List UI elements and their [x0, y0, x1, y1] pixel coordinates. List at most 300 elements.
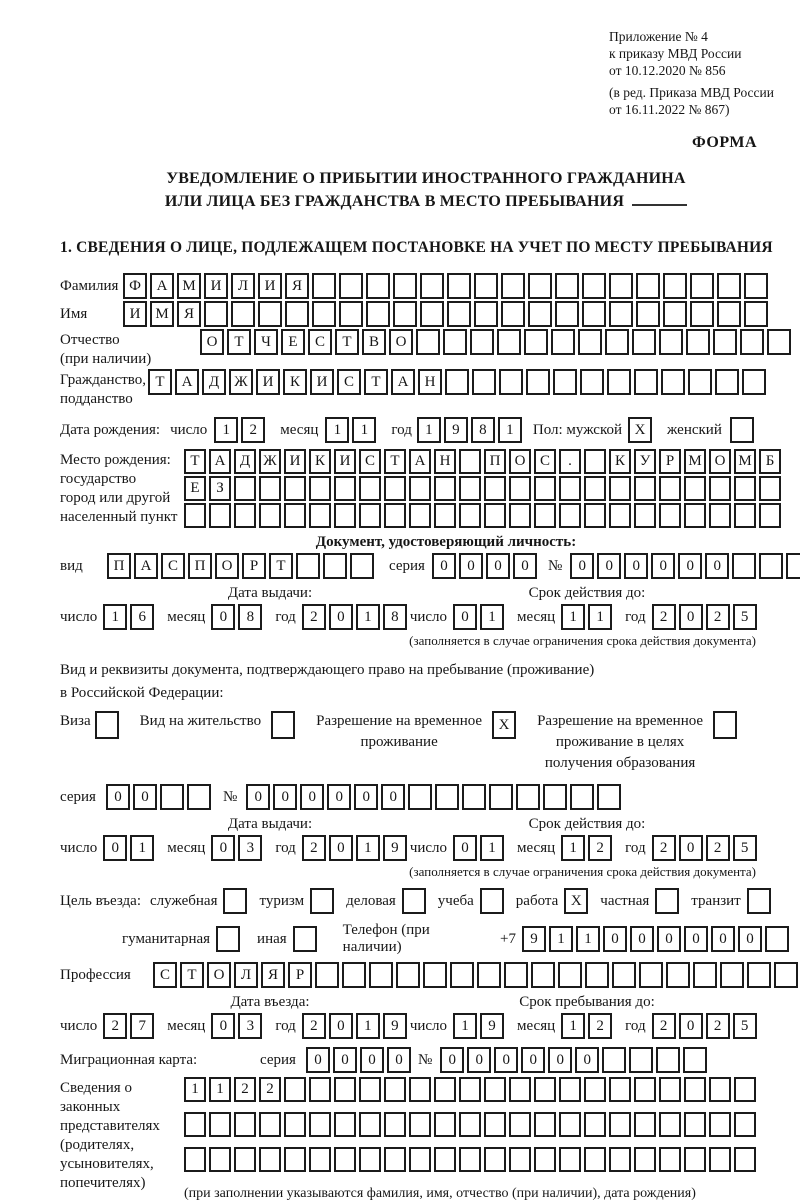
char-cell[interactable]: [434, 476, 456, 501]
char-cell[interactable]: 0: [575, 1047, 599, 1073]
char-cell[interactable]: [607, 369, 631, 395]
char-cell[interactable]: А: [409, 449, 431, 474]
char-cell[interactable]: [683, 1047, 707, 1073]
temp-residence-checkbox[interactable]: X: [492, 711, 516, 739]
char-cell[interactable]: [501, 273, 525, 299]
char-cell[interactable]: 9: [383, 835, 407, 861]
char-cell[interactable]: [767, 329, 791, 355]
char-cell[interactable]: [597, 784, 621, 810]
char-cell[interactable]: 2: [706, 835, 730, 861]
char-cell[interactable]: 2: [302, 835, 326, 861]
humanitarian-checkbox[interactable]: [216, 926, 240, 952]
char-cell[interactable]: И: [334, 449, 356, 474]
char-cell[interactable]: [744, 301, 768, 327]
char-cell[interactable]: [396, 962, 420, 988]
char-cell[interactable]: Т: [180, 962, 204, 988]
char-cell[interactable]: [584, 449, 606, 474]
char-cell[interactable]: 0: [738, 926, 762, 952]
char-cell[interactable]: [334, 1112, 356, 1137]
char-cell[interactable]: [474, 301, 498, 327]
char-cell[interactable]: Б: [759, 449, 781, 474]
char-cell[interactable]: [634, 503, 656, 528]
char-cell[interactable]: С: [337, 369, 361, 395]
char-cell[interactable]: М: [684, 449, 706, 474]
char-cell[interactable]: 8: [471, 417, 495, 443]
char-cell[interactable]: [602, 1047, 626, 1073]
char-cell[interactable]: 1: [480, 604, 504, 630]
char-cell[interactable]: А: [391, 369, 415, 395]
char-cell[interactable]: [443, 329, 467, 355]
char-cell[interactable]: [558, 962, 582, 988]
char-cell[interactable]: [605, 329, 629, 355]
char-cell[interactable]: [609, 1147, 631, 1172]
char-cell[interactable]: 0: [679, 835, 703, 861]
char-cell[interactable]: [393, 301, 417, 327]
char-cell[interactable]: 0: [211, 835, 235, 861]
char-cell[interactable]: [484, 1077, 506, 1102]
char-cell[interactable]: [474, 273, 498, 299]
char-cell[interactable]: [184, 1147, 206, 1172]
char-cell[interactable]: З: [209, 476, 231, 501]
char-cell[interactable]: [609, 476, 631, 501]
char-cell[interactable]: 2: [706, 1013, 730, 1039]
char-cell[interactable]: И: [258, 273, 282, 299]
char-cell[interactable]: 0: [459, 553, 483, 579]
visa-checkbox[interactable]: [95, 711, 119, 739]
char-cell[interactable]: [284, 1112, 306, 1137]
char-cell[interactable]: Л: [231, 273, 255, 299]
char-cell[interactable]: [259, 503, 281, 528]
char-cell[interactable]: [447, 301, 471, 327]
char-cell[interactable]: [656, 1047, 680, 1073]
char-cell[interactable]: [744, 273, 768, 299]
char-cell[interactable]: [484, 503, 506, 528]
char-cell[interactable]: [459, 1077, 481, 1102]
char-cell[interactable]: [634, 1112, 656, 1137]
char-cell[interactable]: [742, 369, 766, 395]
char-cell[interactable]: 0: [657, 926, 681, 952]
char-cell[interactable]: [693, 962, 717, 988]
char-cell[interactable]: [459, 1147, 481, 1172]
char-cell[interactable]: 0: [211, 1013, 235, 1039]
char-cell[interactable]: [709, 1077, 731, 1102]
char-cell[interactable]: [585, 962, 609, 988]
char-cell[interactable]: [384, 1147, 406, 1172]
char-cell[interactable]: [634, 369, 658, 395]
char-cell[interactable]: [434, 1077, 456, 1102]
char-cell[interactable]: 0: [494, 1047, 518, 1073]
char-cell[interactable]: 0: [679, 1013, 703, 1039]
char-cell[interactable]: [688, 369, 712, 395]
char-cell[interactable]: [666, 962, 690, 988]
char-cell[interactable]: [359, 1112, 381, 1137]
char-cell[interactable]: [609, 1112, 631, 1137]
char-cell[interactable]: [634, 1147, 656, 1172]
char-cell[interactable]: 5: [733, 835, 757, 861]
char-cell[interactable]: [258, 301, 282, 327]
char-cell[interactable]: 0: [678, 553, 702, 579]
char-cell[interactable]: 0: [329, 835, 353, 861]
char-cell[interactable]: 5: [733, 1013, 757, 1039]
char-cell[interactable]: [732, 553, 756, 579]
char-cell[interactable]: [786, 553, 800, 579]
char-cell[interactable]: [477, 962, 501, 988]
char-cell[interactable]: 1: [356, 1013, 380, 1039]
char-cell[interactable]: 0: [106, 784, 130, 810]
char-cell[interactable]: 1: [356, 835, 380, 861]
char-cell[interactable]: [184, 503, 206, 528]
char-cell[interactable]: 1: [417, 417, 441, 443]
char-cell[interactable]: [551, 329, 575, 355]
char-cell[interactable]: 1: [130, 835, 154, 861]
char-cell[interactable]: Ф: [123, 273, 147, 299]
char-cell[interactable]: [661, 369, 685, 395]
char-cell[interactable]: [659, 329, 683, 355]
char-cell[interactable]: И: [204, 273, 228, 299]
char-cell[interactable]: 1: [588, 604, 612, 630]
char-cell[interactable]: М: [177, 273, 201, 299]
char-cell[interactable]: [420, 273, 444, 299]
char-cell[interactable]: [509, 476, 531, 501]
char-cell[interactable]: [686, 329, 710, 355]
sex-male-checkbox[interactable]: X: [628, 417, 652, 443]
char-cell[interactable]: [309, 1147, 331, 1172]
char-cell[interactable]: [462, 784, 486, 810]
char-cell[interactable]: [555, 273, 579, 299]
char-cell[interactable]: [184, 1112, 206, 1137]
char-cell[interactable]: [484, 476, 506, 501]
char-cell[interactable]: Р: [659, 449, 681, 474]
char-cell[interactable]: 9: [444, 417, 468, 443]
char-cell[interactable]: Я: [177, 301, 201, 327]
char-cell[interactable]: [509, 503, 531, 528]
char-cell[interactable]: [334, 503, 356, 528]
char-cell[interactable]: [759, 503, 781, 528]
char-cell[interactable]: 2: [259, 1077, 281, 1102]
char-cell[interactable]: Т: [227, 329, 251, 355]
residence-permit-checkbox[interactable]: [271, 711, 295, 739]
char-cell[interactable]: Т: [335, 329, 359, 355]
other-checkbox[interactable]: [293, 926, 317, 952]
char-cell[interactable]: [450, 962, 474, 988]
char-cell[interactable]: [715, 369, 739, 395]
char-cell[interactable]: [309, 1077, 331, 1102]
char-cell[interactable]: [393, 273, 417, 299]
char-cell[interactable]: 0: [273, 784, 297, 810]
char-cell[interactable]: 5: [733, 604, 757, 630]
char-cell[interactable]: 0: [467, 1047, 491, 1073]
char-cell[interactable]: [459, 449, 481, 474]
transit-checkbox[interactable]: [747, 888, 771, 914]
char-cell[interactable]: [659, 476, 681, 501]
char-cell[interactable]: [309, 503, 331, 528]
char-cell[interactable]: С: [153, 962, 177, 988]
char-cell[interactable]: [384, 476, 406, 501]
char-cell[interactable]: [484, 1147, 506, 1172]
char-cell[interactable]: [334, 1077, 356, 1102]
char-cell[interactable]: 0: [329, 604, 353, 630]
char-cell[interactable]: [408, 784, 432, 810]
char-cell[interactable]: 0: [711, 926, 735, 952]
char-cell[interactable]: [659, 1112, 681, 1137]
char-cell[interactable]: Н: [418, 369, 442, 395]
char-cell[interactable]: 0: [360, 1047, 384, 1073]
char-cell[interactable]: [369, 962, 393, 988]
sex-female-checkbox[interactable]: [730, 417, 754, 443]
char-cell[interactable]: [663, 273, 687, 299]
char-cell[interactable]: [342, 962, 366, 988]
char-cell[interactable]: 3: [238, 835, 262, 861]
char-cell[interactable]: [434, 503, 456, 528]
char-cell[interactable]: О: [509, 449, 531, 474]
char-cell[interactable]: [384, 503, 406, 528]
char-cell[interactable]: К: [283, 369, 307, 395]
work-checkbox[interactable]: X: [564, 888, 588, 914]
char-cell[interactable]: [570, 784, 594, 810]
char-cell[interactable]: [334, 476, 356, 501]
char-cell[interactable]: Р: [242, 553, 266, 579]
char-cell[interactable]: 9: [383, 1013, 407, 1039]
char-cell[interactable]: К: [609, 449, 631, 474]
char-cell[interactable]: [690, 273, 714, 299]
char-cell[interactable]: [734, 1077, 756, 1102]
char-cell[interactable]: [709, 476, 731, 501]
temp-residence-education-checkbox[interactable]: [713, 711, 737, 739]
char-cell[interactable]: [734, 503, 756, 528]
char-cell[interactable]: 0: [679, 604, 703, 630]
char-cell[interactable]: [384, 1112, 406, 1137]
char-cell[interactable]: 1: [209, 1077, 231, 1102]
char-cell[interactable]: [559, 476, 581, 501]
char-cell[interactable]: 2: [706, 604, 730, 630]
char-cell[interactable]: 0: [329, 1013, 353, 1039]
char-cell[interactable]: [409, 503, 431, 528]
char-cell[interactable]: [531, 962, 555, 988]
char-cell[interactable]: 0: [521, 1047, 545, 1073]
char-cell[interactable]: 0: [246, 784, 270, 810]
char-cell[interactable]: [524, 329, 548, 355]
char-cell[interactable]: 1: [561, 835, 585, 861]
char-cell[interactable]: 2: [652, 604, 676, 630]
char-cell[interactable]: 1: [352, 417, 376, 443]
char-cell[interactable]: [359, 476, 381, 501]
char-cell[interactable]: 1: [184, 1077, 206, 1102]
char-cell[interactable]: И: [123, 301, 147, 327]
business-checkbox[interactable]: [402, 888, 426, 914]
char-cell[interactable]: [609, 273, 633, 299]
char-cell[interactable]: [659, 1077, 681, 1102]
char-cell[interactable]: [501, 301, 525, 327]
char-cell[interactable]: Л: [234, 962, 258, 988]
char-cell[interactable]: 2: [588, 1013, 612, 1039]
char-cell[interactable]: [187, 784, 211, 810]
char-cell[interactable]: 9: [480, 1013, 504, 1039]
char-cell[interactable]: [359, 1147, 381, 1172]
char-cell[interactable]: Д: [202, 369, 226, 395]
char-cell[interactable]: О: [207, 962, 231, 988]
char-cell[interactable]: [434, 1147, 456, 1172]
char-cell[interactable]: О: [389, 329, 413, 355]
char-cell[interactable]: 7: [130, 1013, 154, 1039]
char-cell[interactable]: 1: [549, 926, 573, 952]
char-cell[interactable]: [259, 1147, 281, 1172]
char-cell[interactable]: П: [107, 553, 131, 579]
char-cell[interactable]: [459, 503, 481, 528]
char-cell[interactable]: Т: [148, 369, 172, 395]
char-cell[interactable]: [663, 301, 687, 327]
char-cell[interactable]: [559, 503, 581, 528]
char-cell[interactable]: [231, 301, 255, 327]
char-cell[interactable]: [447, 273, 471, 299]
char-cell[interactable]: [234, 476, 256, 501]
char-cell[interactable]: [684, 1147, 706, 1172]
char-cell[interactable]: [717, 301, 741, 327]
char-cell[interactable]: [765, 926, 789, 952]
char-cell[interactable]: 0: [211, 604, 235, 630]
char-cell[interactable]: [713, 329, 737, 355]
char-cell[interactable]: [717, 273, 741, 299]
char-cell[interactable]: [470, 329, 494, 355]
char-cell[interactable]: [339, 273, 363, 299]
char-cell[interactable]: [509, 1147, 531, 1172]
char-cell[interactable]: [559, 1077, 581, 1102]
char-cell[interactable]: [284, 1077, 306, 1102]
char-cell[interactable]: [612, 962, 636, 988]
char-cell[interactable]: 1: [498, 417, 522, 443]
char-cell[interactable]: 1: [561, 1013, 585, 1039]
char-cell[interactable]: Т: [269, 553, 293, 579]
char-cell[interactable]: [534, 1112, 556, 1137]
char-cell[interactable]: М: [734, 449, 756, 474]
char-cell[interactable]: Е: [184, 476, 206, 501]
char-cell[interactable]: [359, 503, 381, 528]
char-cell[interactable]: [309, 476, 331, 501]
char-cell[interactable]: [284, 476, 306, 501]
char-cell[interactable]: И: [310, 369, 334, 395]
char-cell[interactable]: 1: [576, 926, 600, 952]
char-cell[interactable]: [516, 784, 540, 810]
char-cell[interactable]: [284, 1147, 306, 1172]
char-cell[interactable]: 2: [652, 835, 676, 861]
char-cell[interactable]: [609, 1077, 631, 1102]
char-cell[interactable]: [759, 553, 783, 579]
char-cell[interactable]: 2: [302, 604, 326, 630]
char-cell[interactable]: Т: [384, 449, 406, 474]
char-cell[interactable]: [323, 553, 347, 579]
char-cell[interactable]: А: [134, 553, 158, 579]
char-cell[interactable]: 1: [480, 835, 504, 861]
char-cell[interactable]: [209, 503, 231, 528]
char-cell[interactable]: 9: [522, 926, 546, 952]
official-checkbox[interactable]: [223, 888, 247, 914]
char-cell[interactable]: [366, 273, 390, 299]
char-cell[interactable]: 0: [548, 1047, 572, 1073]
char-cell[interactable]: [489, 784, 513, 810]
char-cell[interactable]: [684, 503, 706, 528]
char-cell[interactable]: 3: [238, 1013, 262, 1039]
char-cell[interactable]: [609, 503, 631, 528]
char-cell[interactable]: [334, 1147, 356, 1172]
char-cell[interactable]: [204, 301, 228, 327]
char-cell[interactable]: [409, 476, 431, 501]
char-cell[interactable]: [497, 329, 521, 355]
char-cell[interactable]: 0: [651, 553, 675, 579]
char-cell[interactable]: [584, 476, 606, 501]
char-cell[interactable]: [632, 329, 656, 355]
char-cell[interactable]: [420, 301, 444, 327]
char-cell[interactable]: Я: [261, 962, 285, 988]
char-cell[interactable]: [584, 503, 606, 528]
char-cell[interactable]: Я: [285, 273, 309, 299]
char-cell[interactable]: [543, 784, 567, 810]
char-cell[interactable]: [559, 1112, 581, 1137]
char-cell[interactable]: Ж: [259, 449, 281, 474]
char-cell[interactable]: [296, 553, 320, 579]
char-cell[interactable]: У: [634, 449, 656, 474]
char-cell[interactable]: [285, 301, 309, 327]
char-cell[interactable]: [526, 369, 550, 395]
char-cell[interactable]: И: [284, 449, 306, 474]
char-cell[interactable]: [434, 1112, 456, 1137]
char-cell[interactable]: 1: [356, 604, 380, 630]
char-cell[interactable]: 2: [302, 1013, 326, 1039]
char-cell[interactable]: 0: [513, 553, 537, 579]
char-cell[interactable]: [584, 1147, 606, 1172]
char-cell[interactable]: [509, 1112, 531, 1137]
char-cell[interactable]: 0: [453, 604, 477, 630]
private-checkbox[interactable]: [655, 888, 679, 914]
char-cell[interactable]: 0: [133, 784, 157, 810]
char-cell[interactable]: 1: [103, 604, 127, 630]
char-cell[interactable]: С: [161, 553, 185, 579]
char-cell[interactable]: [234, 1112, 256, 1137]
char-cell[interactable]: [684, 1077, 706, 1102]
char-cell[interactable]: [409, 1112, 431, 1137]
char-cell[interactable]: [629, 1047, 653, 1073]
char-cell[interactable]: [312, 273, 336, 299]
char-cell[interactable]: [409, 1147, 431, 1172]
char-cell[interactable]: [584, 1077, 606, 1102]
char-cell[interactable]: 0: [103, 835, 127, 861]
study-checkbox[interactable]: [480, 888, 504, 914]
char-cell[interactable]: [445, 369, 469, 395]
char-cell[interactable]: 1: [325, 417, 349, 443]
char-cell[interactable]: Е: [281, 329, 305, 355]
char-cell[interactable]: В: [362, 329, 386, 355]
char-cell[interactable]: Ч: [254, 329, 278, 355]
char-cell[interactable]: Т: [184, 449, 206, 474]
char-cell[interactable]: [774, 962, 798, 988]
char-cell[interactable]: Ж: [229, 369, 253, 395]
char-cell[interactable]: [759, 476, 781, 501]
char-cell[interactable]: 1: [214, 417, 238, 443]
char-cell[interactable]: 1: [453, 1013, 477, 1039]
char-cell[interactable]: П: [188, 553, 212, 579]
char-cell[interactable]: [423, 962, 447, 988]
char-cell[interactable]: [720, 962, 744, 988]
char-cell[interactable]: 2: [588, 835, 612, 861]
char-cell[interactable]: [509, 1077, 531, 1102]
char-cell[interactable]: [534, 476, 556, 501]
char-cell[interactable]: [484, 1112, 506, 1137]
char-cell[interactable]: 0: [705, 553, 729, 579]
char-cell[interactable]: [734, 476, 756, 501]
char-cell[interactable]: [259, 1112, 281, 1137]
char-cell[interactable]: [580, 369, 604, 395]
char-cell[interactable]: О: [709, 449, 731, 474]
char-cell[interactable]: О: [200, 329, 224, 355]
char-cell[interactable]: [553, 369, 577, 395]
